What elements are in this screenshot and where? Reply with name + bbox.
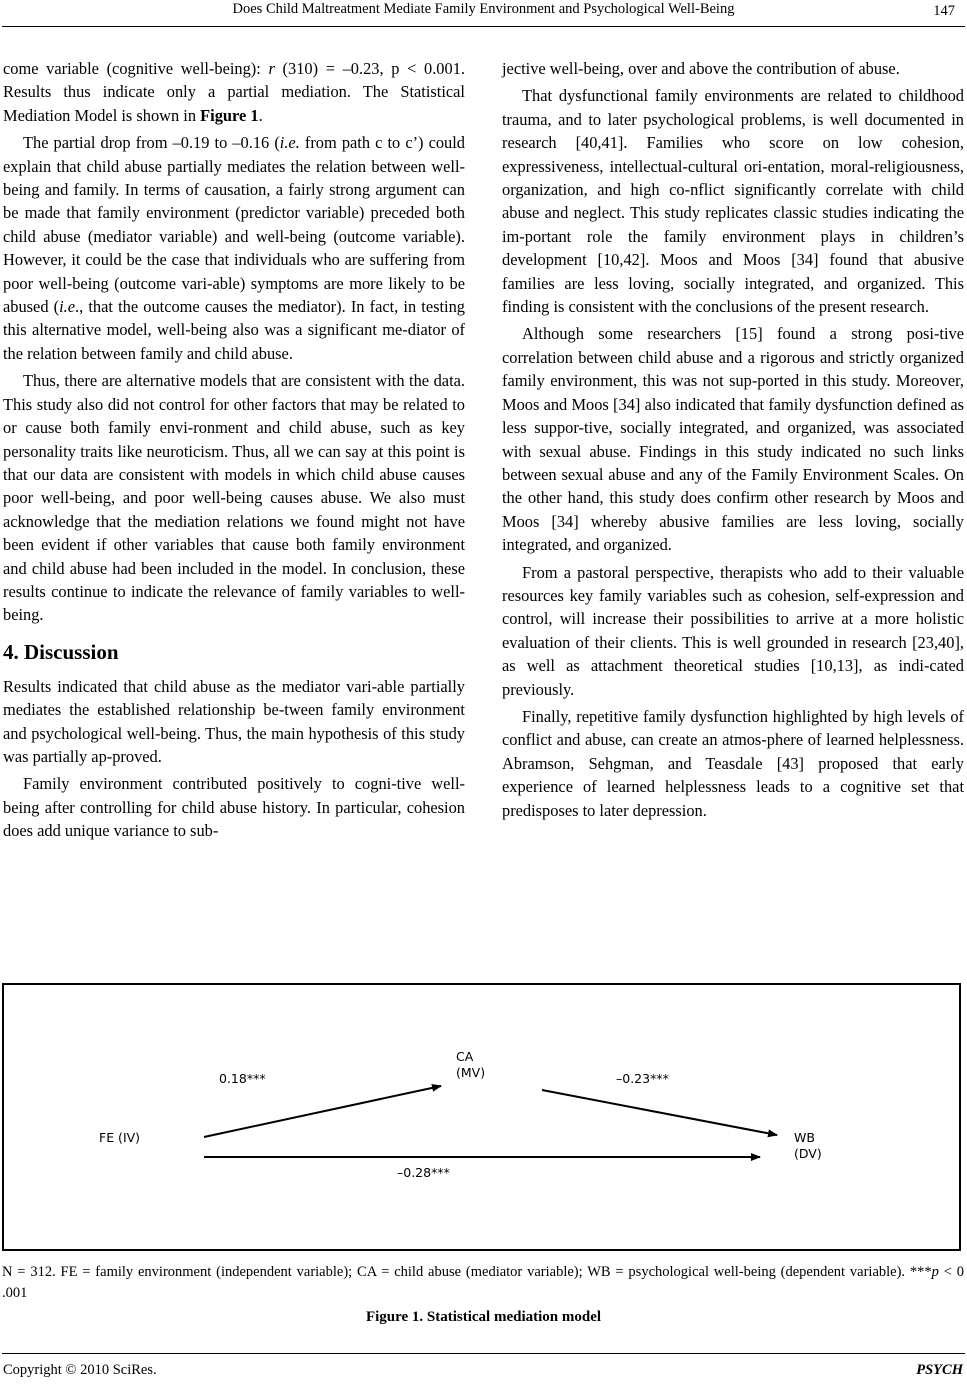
path-fe-to-wb-label: –0.28*** (397, 1165, 450, 1180)
figure-reference: Figure 1 (200, 105, 259, 125)
paragraph: The partial drop from –0.19 to –0.16 (i.e. from path c to c’) could explain that child abuse partially mediates the relation between well-being and family. In terms of causation, a fairly strong argument can be made that family environment (predictor variable) preceded both child abuse (mediator variable) and well-being (outcome variable). However, it could be the case that individuals who are suffering from poor well-being (outcome vari-able) symptoms are more likely to be abused (i.e., that the outcome causes the mediator). In fact, in testing this alternative model, well-being also was a significant me-diator of the relation between family and child abuse. (3, 133, 466, 363)
node-wb-line2: (DV) (794, 1146, 822, 1161)
node-ca-line1: CA (456, 1049, 474, 1064)
node-fe: FE (IV) (99, 1130, 141, 1145)
section-heading-discussion: 4. Discussion (3, 639, 119, 664)
paragraph: From a pastoral perspective, therapists who add to their valuable resources key family variables such as cohesion, self-expression and control, will increase their possibilities to arrive at a more holistic evaluation of their clients. This is well grounded in research [23,40], as well as attachment theoretical studies [10,13], as indi-cated previously. (502, 562, 964, 699)
footer-rule (2, 1353, 965, 1354)
paragraph: That dysfunctional family environments are related to childhood trauma, and to later psychological problems, is well documented in research [40,41]. Families who score on low cohesion, expressiveness, intellectual-cultural ori-entation, moral-religiousness, organization, and high co-nflict significantly correlate with child abuse and neglect. This study replicates classic studies indicating the im-portant role the family environment plays in children’s development [10,42]. Moos and Moos [34] found that abusive families are less loving, socially integrated, and organized. This finding is consistent with the conclusions of the present research. (502, 86, 964, 317)
paragraph: Results indicated that child abuse as the mediator vari-able partially mediates the established relationship be-tween family environment and psychological well-being. Thus, the main hypothesis of this study was partially ap-proved. (3, 676, 465, 766)
paragraph: Finally, repetitive family dysfunction highlighted by high levels of conflict and abuse, can create an atmos-phere of learned helplessness. Abramson, Sehgman, and Teasdale [43] proposed that early experience of learned helplessness leads to a cognitive set that predisposes to later depression. (502, 706, 964, 820)
path-ca-to-wb-arrow (542, 1090, 777, 1135)
path-ca-to-wb-label: –0.23*** (616, 1071, 669, 1086)
paragraph: Family environment contributed positively to cogni-tive well-being after controlling for child abuse history. In particular, cohesion does add unique variance to sub- (3, 774, 465, 841)
journal-name: PSYCH (916, 1362, 963, 1378)
figure-caption: Figure 1. Statistical mediation model (365, 1309, 602, 1325)
mediation-diagram (4, 985, 959, 1249)
right-column (502, 57, 964, 822)
paragraph: come variable (cognitive well-being): r (310) = –0.23, p < 0.001. Results thus indicate only a partial mediation. The Statistical Mediation Model is shown in Figure 1. (3, 59, 465, 125)
node-ca-line2: (MV) (456, 1065, 486, 1080)
path-fe-to-ca-label: 0.18*** (219, 1071, 266, 1086)
figure-note: N = 312. FE = family environment (independent variable); CA = child abuse (mediator variable); WB = psychological well-being (dependent variable). ***p < 0 .001 (2, 1264, 964, 1301)
running-header (0, 0, 967, 34)
copyright: Copyright © 2010 SciRes. (3, 1362, 157, 1378)
mediation-figure (2, 983, 961, 1251)
paragraph: Thus, there are alternative models that are consistent with the data. This study also did not control for other factors that may be related to or cause both family envi-ronment and child abuse, such as key personality traits like neuroticism. Thus, all we can say at this point is that our data are consistent with models in which child abuse causes poor well-being, and poor well-being causes abuse. We also must acknowledge that the mediation relations we found might not have been evident if other variables that cause both family environment and child abuse had been included in the model. In conclusion, these results continue to indicate the relevance of family variables to well-being. (3, 371, 465, 625)
path-fe-to-ca-arrow (204, 1086, 441, 1137)
paragraph: jective well-being, over and above the contribution of abuse. (502, 59, 900, 78)
left-column (3, 57, 465, 843)
node-wb-line1: WB (794, 1130, 815, 1145)
paragraph: Although some researchers [15] found a strong posi-tive correlation between child abuse and a rigorous and strictly organized family environment, this was not sup-ported in this study. Moreover, Moos and Moos [34] also indicated that family dysfunction defined as less suppor-tive, socially integrated, and organized, was associated with sexual abuse. Findings in this study indicated no such links between sexual abuse and any of the Family Environment Scales. On the other hand, this study does confirm other research by Moos and Moos [34] whereby abusive families are less loving, socially integrated, and organized. (502, 324, 964, 555)
page-number: 147 (933, 3, 955, 19)
running-title: Does Child Maltreatment Mediate Family Environment and Psychological Well-Being (232, 1, 735, 17)
header-rule (2, 26, 965, 27)
